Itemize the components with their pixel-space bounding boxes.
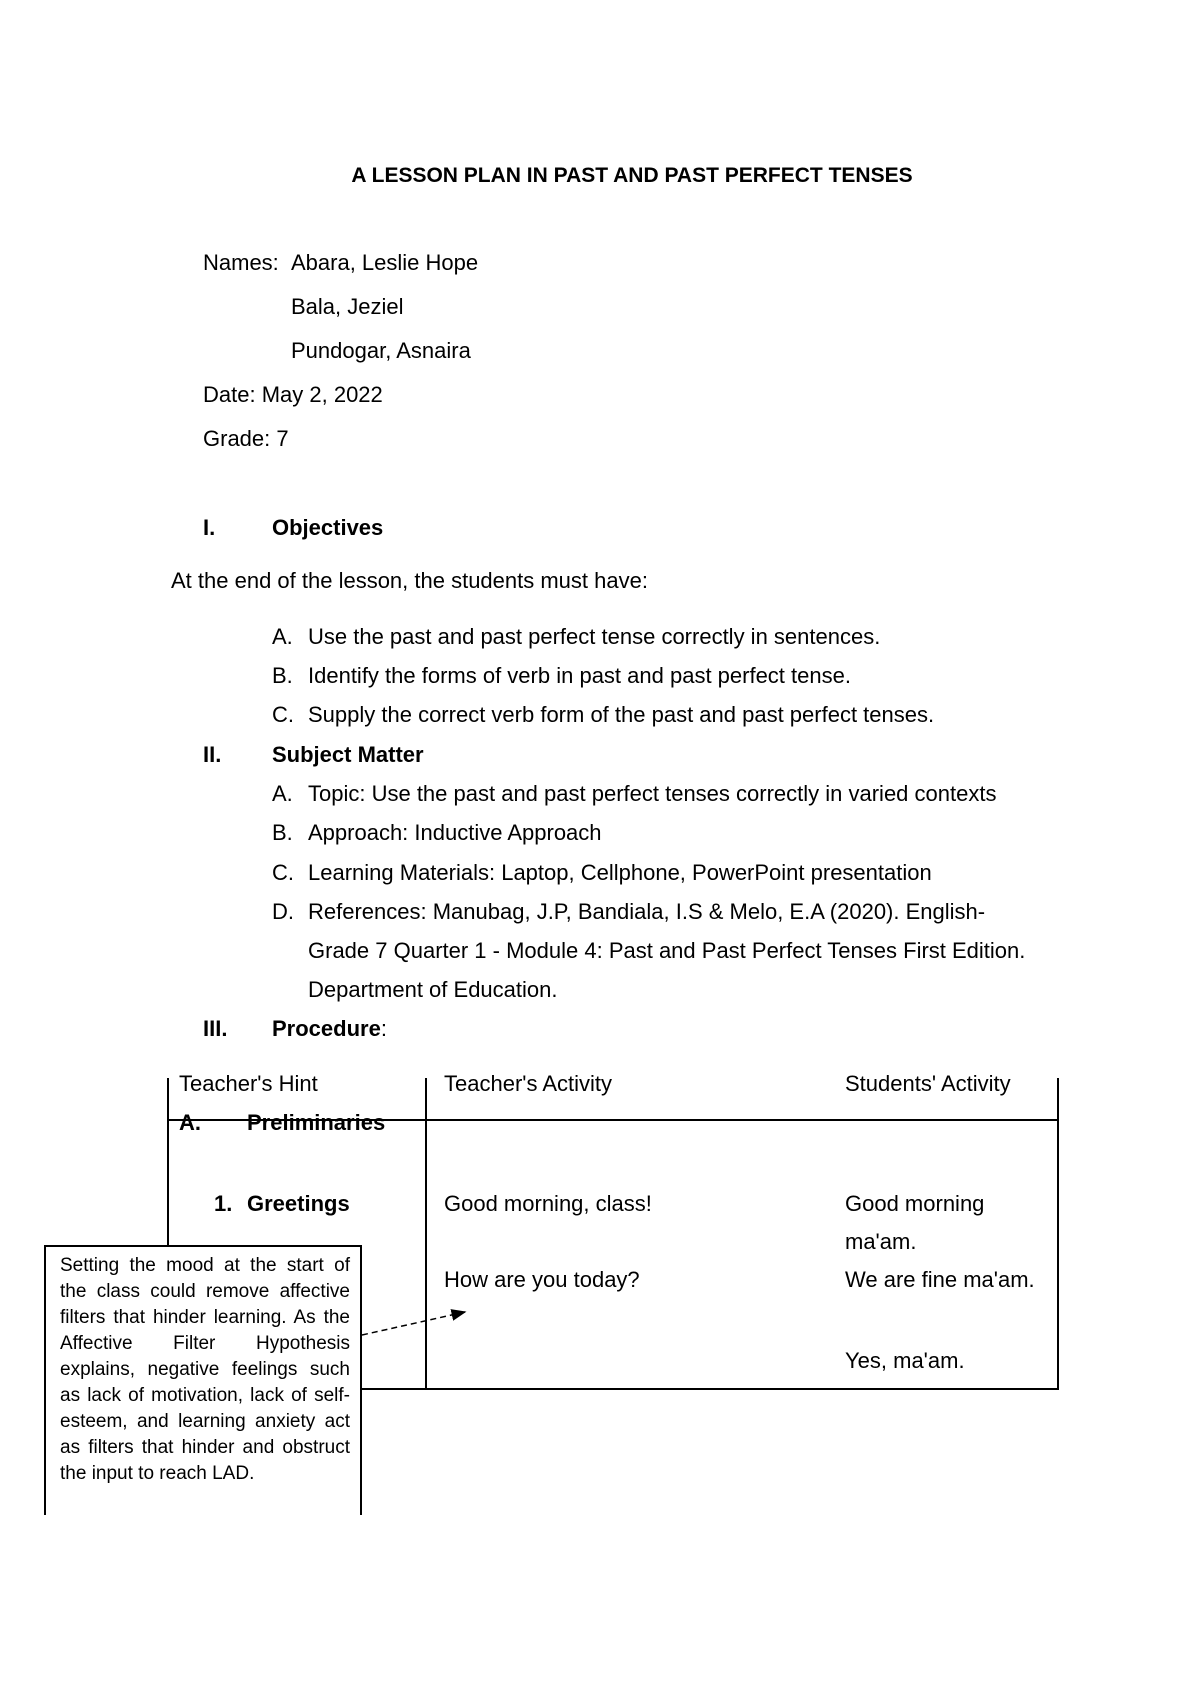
reference-line-2: Grade 7 Quarter 1 - Module 4: Past and Past Perfect Tenses First Edition.: [308, 938, 1026, 963]
section-letter: A.: [179, 1110, 201, 1135]
subject-letter-b: B.: [272, 820, 293, 845]
objectives-intro: At the end of the lesson, the students must have:: [171, 568, 648, 593]
subject-matter-numeral: II.: [203, 742, 222, 767]
procedure-heading: Procedure: [272, 1016, 381, 1041]
objective-letter-c: C.: [272, 702, 294, 727]
student-line-1: Good morning: [845, 1191, 985, 1216]
subject-matter-heading: Subject Matter: [272, 742, 424, 767]
date-line: Date: May 2, 2022: [203, 382, 383, 407]
teacher-line-1: Good morning, class!: [444, 1191, 652, 1216]
name-2: Bala, Jeziel: [291, 294, 404, 319]
procedure-colon: :: [380, 1016, 387, 1041]
objectives-heading: Objectives: [272, 515, 384, 540]
subject-text-a: Topic: Use the past and past perfect tenses correctly in varied contexts: [308, 781, 997, 806]
student-line-3: We are fine ma'am.: [845, 1267, 1035, 1292]
name-1: Abara, Leslie Hope: [291, 250, 479, 275]
dashed-arrow-line: [362, 1312, 465, 1335]
objective-text-b: Identify the forms of verb in past and past perfect tense.: [308, 663, 851, 688]
procedure-numeral: III.: [203, 1016, 228, 1041]
sub-title: Greetings: [247, 1191, 350, 1216]
subject-letter-a: A.: [272, 781, 293, 806]
names-label: Names:: [203, 250, 279, 275]
student-line-2: ma'am.: [845, 1229, 917, 1254]
objective-letter-b: B.: [272, 663, 293, 688]
subject-text-b: Approach: Inductive Approach: [308, 820, 602, 845]
subject-letter-d: D.: [272, 899, 294, 924]
teacher-line-2: How are you today?: [444, 1267, 640, 1292]
header-teachers-hint: Teacher's Hint: [179, 1071, 318, 1096]
objectives-numeral: I.: [203, 515, 216, 540]
document-title: A LESSON PLAN IN PAST AND PAST PERFECT TENSES: [351, 164, 913, 187]
sub-number: 1.: [214, 1191, 233, 1216]
reference-line-1: References: Manubag, J.P, Bandiala, I.S & Melo, E.A (2020). English-: [308, 899, 986, 924]
objective-letter-a: A.: [272, 624, 293, 649]
objective-text-a: Use the past and past perfect tense correctly in sentences.: [308, 624, 881, 649]
hint-callout-text: Setting the mood at the start of the class could remove affective filters that hinder learning. As the Affective Filter Hypothesis explains, negative feelings such as lack of motivation, lack of self-esteem, and learning anxiety act as filters that hinder and obstruct the input to reach LAD.: [60, 1255, 350, 1484]
objective-text-c: Supply the correct verb form of the past and past perfect tenses.: [308, 702, 935, 727]
header-students-activity: Students' Activity: [845, 1071, 1011, 1096]
header-teachers-activity: Teacher's Activity: [444, 1071, 613, 1096]
subject-letter-c: C.: [272, 860, 294, 885]
subject-text-c: Learning Materials: Laptop, Cellphone, PowerPoint presentation: [308, 860, 932, 885]
name-3: Pundogar, Asnaira: [291, 338, 471, 363]
student-line-4: Yes, ma'am.: [845, 1348, 965, 1373]
grade-line: Grade: 7: [203, 426, 289, 451]
section-title: Preliminaries: [247, 1110, 386, 1135]
reference-line-3: Department of Education.: [308, 977, 558, 1002]
